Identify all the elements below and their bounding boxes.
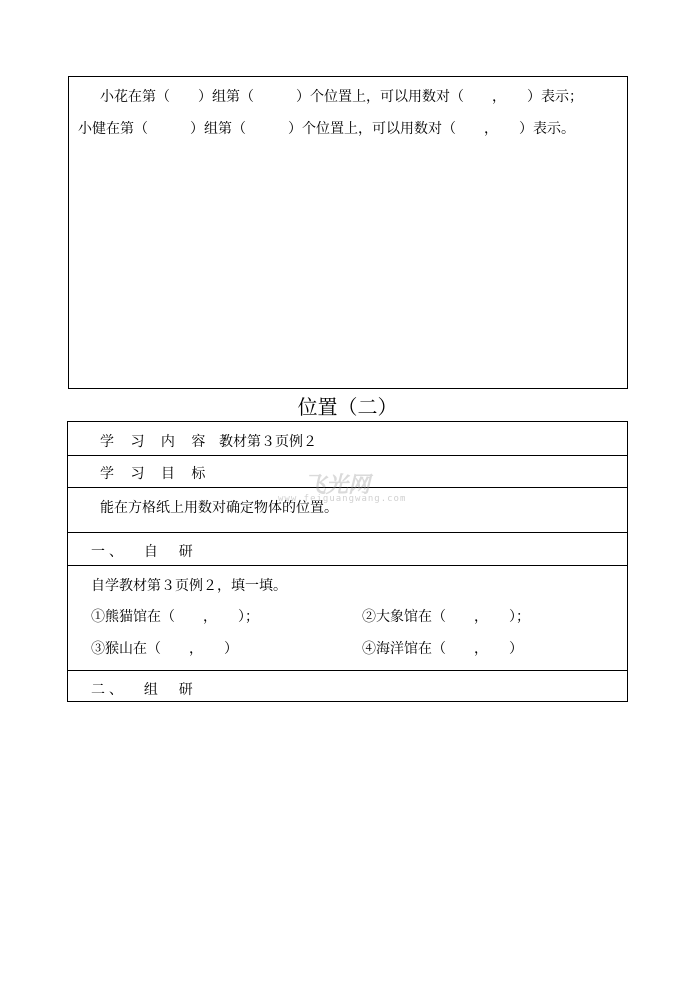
page-title: 位置（二） [297,395,398,419]
study-table [67,421,628,702]
row-divider [67,487,628,488]
row-divider [67,565,628,566]
section2-heading: 二、 组 研 [91,682,197,698]
elephant-hall-item: ②大象馆在（ ， ）； [362,609,530,625]
watermark-url: www.feiguangwang.com [278,494,407,504]
ocean-hall-item: ④海洋馆在（ ， ） [362,641,523,657]
watermark-logo-text: 飞光网 [304,473,371,498]
goal-text: 能在方格纸上用数对确定物体的位置。 [100,500,338,516]
row-divider [67,670,628,671]
xiaojian-sentence: 小健在第（ ）组第（ ）个位置上，可以用数对（ ， ）表示。 [78,121,575,137]
goal-label: 学 习 目 标 [100,466,212,482]
row-divider [67,455,628,456]
monkey-hill-item: ③猴山在（ ， ） [91,641,238,657]
section1-heading: 一、 自 研 [91,544,197,560]
xiaohua-sentence: 小花在第（ ）组第（ ）个位置上，可以用数对（ ， ）表示； [100,89,583,105]
content-label: 学 习 内 容 ： [100,434,242,450]
content-value: 教材第３页例２ [219,434,317,450]
row-divider [67,532,628,533]
section1-intro: 自学教材第３页例２，填一填。 [91,578,287,594]
panda-hall-item: ①熊猫馆在（ ， ）； [91,609,259,625]
